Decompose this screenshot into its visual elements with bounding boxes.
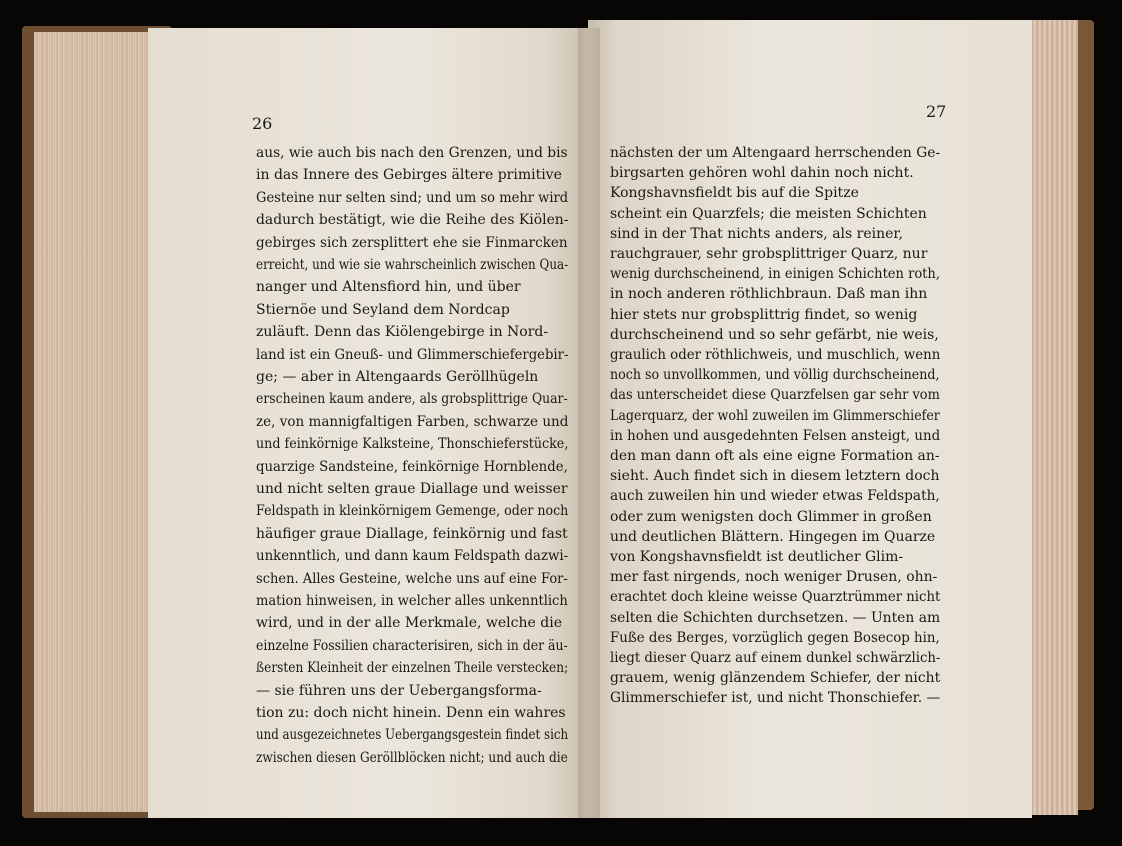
text-line: ge; — aber in Altengaards Geröllhügeln <box>256 369 539 385</box>
text-line: aus, wie auch bis nach den Grenzen, und bis <box>256 145 568 161</box>
text-line: graulich oder röthlichweis, und muschlich, wenn <box>610 347 941 363</box>
text-line: Kongshavnsfieldt bis auf die Spitze <box>610 185 859 202</box>
right-page-number: 27 <box>926 102 947 121</box>
text-line: und nicht selten graue Diallage und weisser <box>256 481 568 497</box>
left-page <box>148 28 588 818</box>
text-line: wird, und in der alle Merkmale, welche die <box>256 615 562 632</box>
page-edges-left <box>34 32 160 812</box>
text-line: hier stets nur grobsplittrig findet, so wenig <box>610 306 918 323</box>
text-line: noch so unvollkommen, und völlig durchscheinend, <box>610 367 940 384</box>
text-line: nächsten der um Altengaard herrschenden Ge- <box>610 145 941 161</box>
left-page-number: 26 <box>252 114 273 133</box>
text-line: wenig durchscheinend, in einigen Schichten roth, <box>610 266 940 283</box>
text-line: auch zuweilen hin und wieder etwas Feldspath, <box>610 488 940 505</box>
text-line: Lagerquarz, der wohl zuweilen im Glimmerschiefer <box>610 407 940 424</box>
text-line: dadurch bestätigt, wie die Reihe des Kiölen- <box>256 212 569 229</box>
text-line: in das Innere des Gebirges ältere primitive <box>256 167 562 184</box>
text-line: rauchgrauer, sehr grobsplittriger Quarz, nur <box>610 246 928 262</box>
text-line: grauem, wenig glänzendem Schiefer, der nicht <box>610 670 941 687</box>
text-line: in hohen und ausgedehnten Felsen ansteigt, und <box>610 427 941 444</box>
text-line: durchscheinend und so sehr gefärbt, nie weis, <box>610 326 939 343</box>
right-page-text <box>610 142 940 782</box>
text-line: das unterscheidet diese Quarzfelsen gar sehr vom <box>610 387 940 404</box>
text-line: sind in der That nichts anders, als reiner, <box>610 225 904 242</box>
right-page <box>588 20 1032 818</box>
text-line: — sie führen uns der Uebergangsforma- <box>256 682 542 699</box>
text-line: quarzige Sandsteine, feinkörnige Hornblende, <box>256 458 568 475</box>
text-line: in noch anderen röthlichbraun. Daß man ihn <box>610 286 928 303</box>
text-line: und ausgezeichnetes Uebergangsgestein findet sich <box>256 727 569 744</box>
text-line: ze, von mannigfaltigen Farben, schwarze und <box>256 413 569 430</box>
text-line: mer fast nirgends, noch weniger Drusen, ohn- <box>610 569 938 586</box>
text-line: land ist ein Gneuß- und Glimmerschiefergebir- <box>256 346 569 363</box>
text-line: unkenntlich, und dann kaum Feldspath dazwi- <box>256 548 569 565</box>
text-line: gebirges sich zersplittert ehe sie Finmarcken <box>256 234 568 251</box>
text-line: birgsarten gehören wohl dahin noch nicht. <box>610 165 914 182</box>
text-line: Gesteine nur selten sind; und um so mehr wird <box>256 189 569 206</box>
text-line: erscheinen kaum andere, als grobsplittrige Quar- <box>256 391 568 408</box>
text-line: zuläuft. Denn das Kiölengebirge in Nord- <box>256 324 549 341</box>
text-line: sieht. Auch findet sich in diesem letztern doch <box>610 468 940 485</box>
text-line: Glimmerschiefer ist, und nicht Thonschiefer. — <box>610 690 941 707</box>
page-edges-right <box>1030 20 1078 815</box>
text-line: häufiger graue Diallage, feinkörnig und fast <box>256 525 568 542</box>
text-line: selten die Schichten durchsetzen. — Unten am <box>610 609 941 626</box>
text-line: tion zu: doch nicht hinein. Denn ein wahres <box>256 705 566 721</box>
text-line: erachtet doch kleine weisse Quarztrümmer nicht <box>610 589 941 606</box>
text-line: einzelne Fossilien characterisiren, sich in der äu- <box>256 637 568 654</box>
text-line: nanger und Altensfiord hin, und über <box>256 279 521 296</box>
left-page-text <box>256 142 568 782</box>
text-line: mation hinweisen, in welcher alles unkenntlich <box>256 593 568 609</box>
text-line: Stiernöe und Seyland dem Nordcap <box>256 301 510 318</box>
book-gutter <box>578 28 600 818</box>
text-line: liegt dieser Quarz auf einem dunkel schwärzlich- <box>610 650 941 666</box>
text-line: erreicht, und wie sie wahrscheinlich zwischen Qua- <box>256 257 569 273</box>
text-line: den man dann oft als eine eigne Formation an- <box>610 448 940 464</box>
text-line: ßersten Kleinheit der einzelnen Theile verstecken; <box>256 660 569 677</box>
text-line: scheint ein Quarzfels; die meisten Schichten <box>610 205 927 222</box>
text-line: von Kongshavnsfieldt ist deutlicher Glim- <box>610 549 904 565</box>
text-line: schen. Alles Gesteine, welche uns auf eine For- <box>256 570 568 587</box>
text-line: und deutlichen Blättern. Hingegen im Quarze <box>610 528 936 545</box>
text-line: Fuße des Berges, vorzüglich gegen Bosecop hin, <box>610 629 940 646</box>
text-line: und feinkörnige Kalksteine, Thonschieferstücke, <box>256 436 569 453</box>
text-line: Feldspath in kleinkörnigem Gemenge, oder noch <box>256 503 569 520</box>
text-line: zwischen diesen Geröllblöcken nicht; und auch die <box>256 749 568 766</box>
text-line: oder zum wenigsten doch Glimmer in großen <box>610 508 932 525</box>
